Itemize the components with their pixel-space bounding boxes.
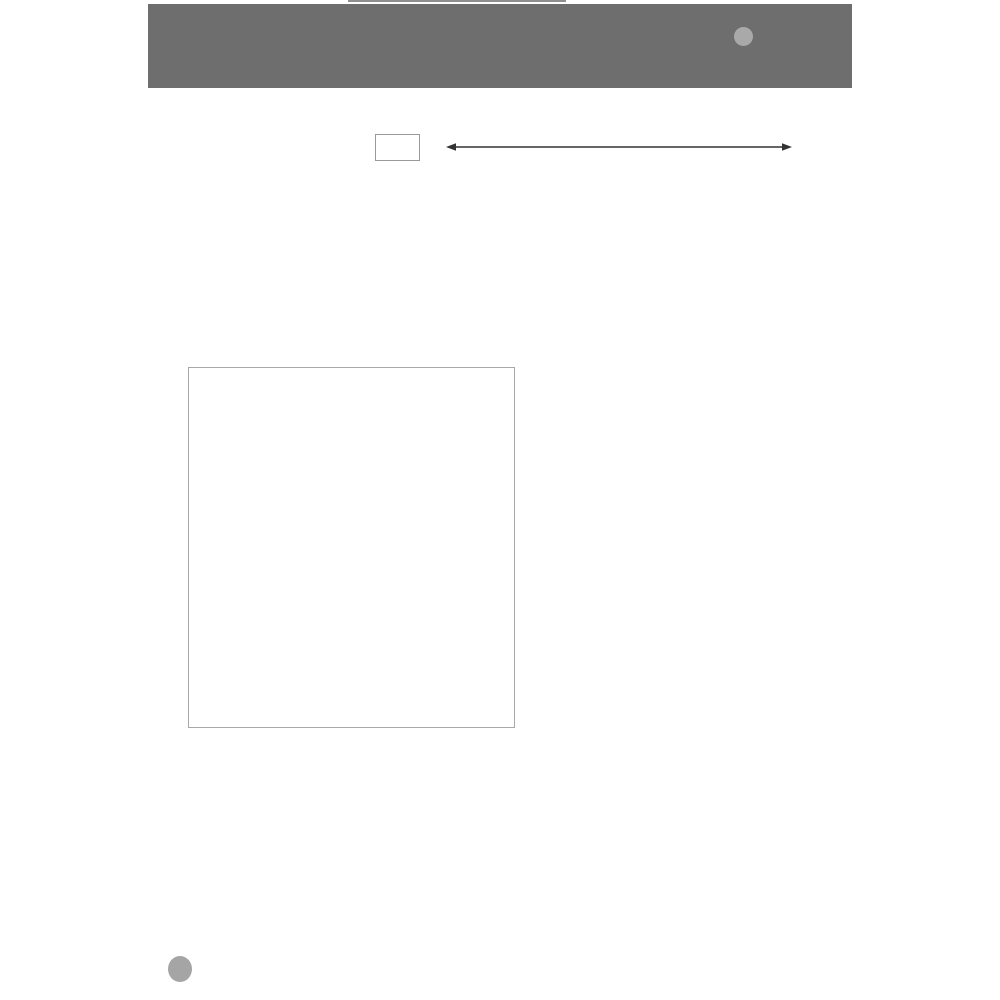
- scan-artifact-line: [348, 0, 566, 2]
- right-arrow-icon: [782, 143, 792, 151]
- left-arrow-icon: [446, 143, 456, 151]
- answer-box[interactable]: [375, 134, 420, 161]
- temperature-section-box: [188, 367, 515, 728]
- page-number-badge: [168, 956, 192, 982]
- page-header: [148, 4, 852, 88]
- ac-icon: [734, 27, 753, 46]
- number-line: [443, 123, 795, 167]
- curriculum-badge: [734, 26, 757, 46]
